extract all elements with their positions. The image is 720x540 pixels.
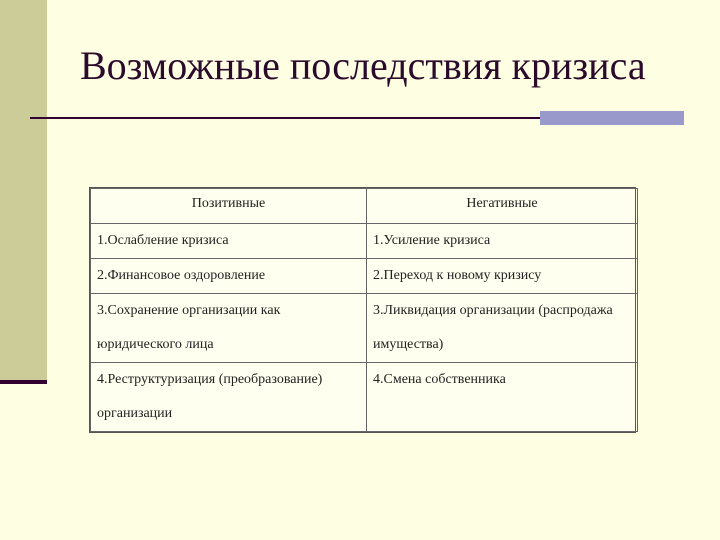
negative-cell: 4.Смена собственника: [367, 363, 638, 432]
header-positive: Позитивные: [91, 189, 367, 224]
table-row: [91, 224, 638, 259]
negative-cell: 1.Усиление кризиса: [367, 224, 638, 259]
header-negative: Негативные: [367, 189, 638, 224]
consequences-table-container: [89, 187, 636, 433]
title-underline: [30, 117, 540, 119]
positive-cell: 3.Сохранение организации как юридического лица: [91, 294, 367, 363]
table-header-row: [91, 189, 638, 224]
title-underline-accent: [540, 111, 684, 125]
negative-cell: 3.Ликвидация организации (распродажа имущества): [367, 294, 638, 363]
positive-cell: 2.Финансовое оздоровление: [91, 259, 367, 294]
left-bar-accent-line: [0, 380, 47, 384]
negative-cell: 2.Переход к новому кризису: [367, 259, 638, 294]
table-row: [91, 294, 638, 363]
table-row: [91, 363, 638, 432]
consequences-table: [90, 188, 638, 432]
slide-title: Возможные последствия кризиса: [80, 43, 646, 88]
table-row: [91, 259, 638, 294]
positive-cell: 4.Реструктуризация (преобразование) организации: [91, 363, 367, 432]
positive-cell: 1.Ослабление кризиса: [91, 224, 367, 259]
left-decorative-bar: [0, 0, 47, 382]
